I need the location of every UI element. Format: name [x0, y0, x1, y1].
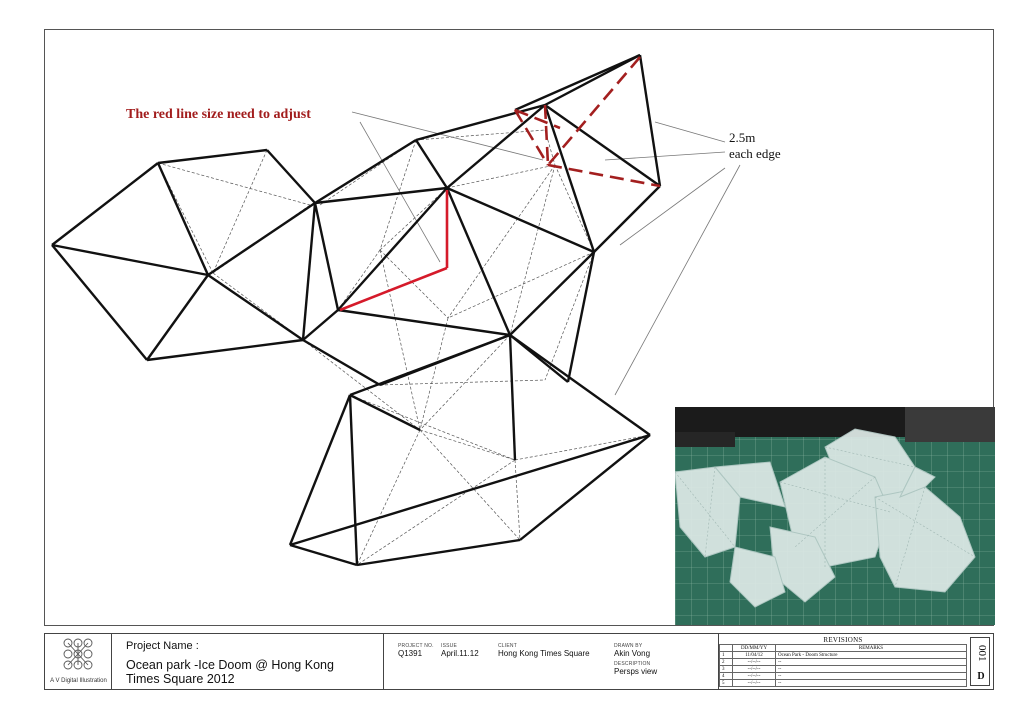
company-logo-icon [45, 634, 112, 678]
drawn-by-label: DRAWN BY [614, 643, 643, 649]
rev-cell: 11/04/12 [733, 652, 776, 659]
rev-cell: -- [776, 680, 967, 687]
sheet-letter: D [977, 671, 985, 682]
rev-header-cell [720, 645, 733, 652]
rev-cell: --/--/-- [733, 659, 776, 666]
rev-row [720, 673, 967, 680]
project-name-cell [112, 634, 384, 689]
rev-cell: --/--/-- [733, 666, 776, 673]
project-no: Q1391 [398, 649, 423, 658]
title-block [44, 633, 994, 690]
logo-cell [45, 634, 112, 689]
revisions-title: REVISIONS [823, 636, 863, 644]
rev-cell: -- [776, 659, 967, 666]
rev-cell: Ocean Park - Doom Structure [776, 652, 967, 659]
drawing-number-cell [970, 637, 990, 686]
issue-label: ISSUE [441, 643, 458, 649]
edge-length-value: 2.5m [729, 130, 756, 145]
rev-cell: 4 [720, 673, 733, 680]
description: Persps view [614, 667, 658, 676]
red-line-note: The red line size need to adjust [126, 107, 311, 122]
rev-header-cell: DD/MM/YY [733, 645, 776, 652]
rev-header-row [720, 645, 967, 652]
rev-cell: -- [776, 673, 967, 680]
rev-cell: --/--/-- [733, 680, 776, 687]
rev-row [720, 666, 967, 673]
rev-row [720, 659, 967, 666]
drawn-by: Akin Vong [614, 649, 651, 658]
project-name-label: Project Name : [126, 640, 199, 652]
rev-header-cell: REMARKS [776, 645, 967, 652]
rev-cell: 1 [720, 652, 733, 659]
description-label: DESCRIPTION [614, 661, 651, 667]
project-name [126, 658, 334, 686]
project-name-line2: Times Square 2012 [126, 672, 235, 686]
revisions-table [719, 644, 967, 687]
model-photo [675, 407, 995, 625]
revisions-cell [718, 634, 967, 689]
rev-cell: 3 [720, 666, 733, 673]
red-dashed-lines [515, 57, 660, 186]
rev-row [720, 652, 967, 659]
drawing-number: 001 [976, 644, 988, 662]
logo-caption: A V Digital Illustration [50, 678, 107, 684]
visible-edges [52, 55, 660, 565]
client-label: CLIENT [498, 643, 517, 649]
rev-cell: --/--/-- [733, 673, 776, 680]
rev-cell: -- [776, 666, 967, 673]
issue-date: April.11.12 [441, 649, 479, 658]
rev-row [720, 680, 967, 687]
project-no-label: PROJECT NO. [398, 643, 434, 649]
edge-length-note [729, 130, 781, 162]
edge-length-caption: each edge [729, 146, 781, 161]
leader-lines [352, 112, 740, 395]
project-name-line1: Ocean park -Ice Doom @ Hong Kong [126, 658, 334, 672]
client-name: Hong Kong Times Square [498, 649, 590, 658]
rev-cell: 5 [720, 680, 733, 687]
rev-cell: 2 [720, 659, 733, 666]
